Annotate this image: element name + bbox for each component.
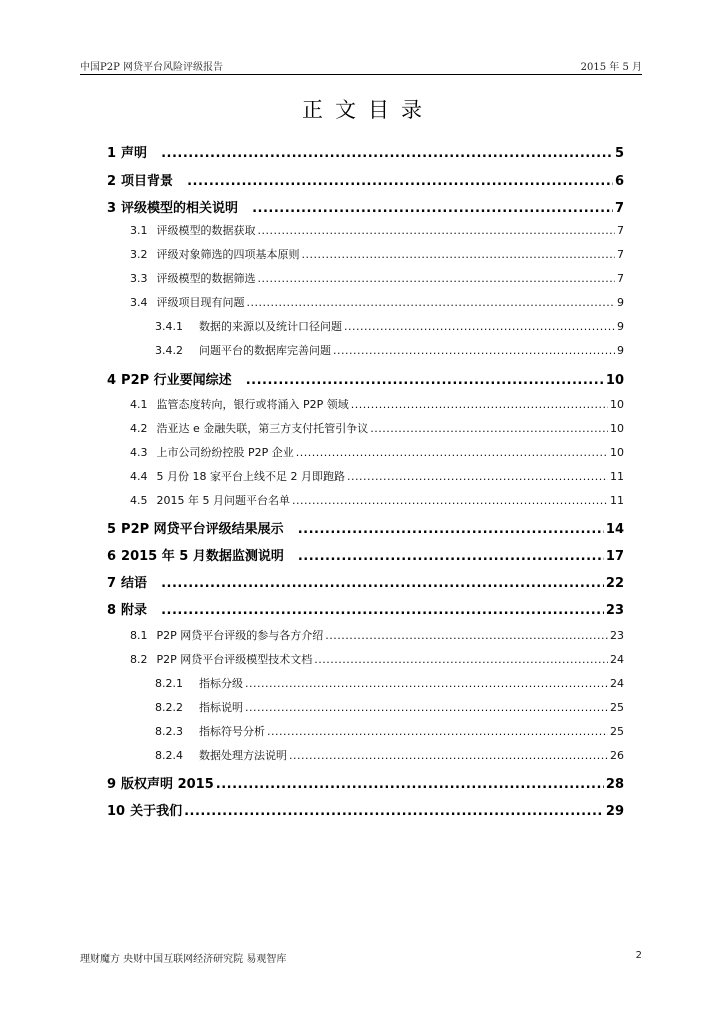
toc-dot-leader [245, 677, 608, 690]
toc-dot-leader [161, 146, 613, 161]
toc-entry-title: 浩亚达 e 金融失联，第三方支付托管引争议 [156, 422, 369, 435]
toc-dot-leader [325, 629, 608, 642]
toc-entry[interactable] [130, 444, 624, 460]
toc-entry-page: 11 [610, 470, 624, 483]
page-header [80, 58, 642, 75]
toc-entry-title: 评级模型的数据筛选 [156, 272, 256, 285]
toc-entry-number: 4 [107, 373, 117, 388]
toc-entry-page: 24 [610, 653, 624, 666]
toc-dot-leader [258, 224, 616, 237]
toc-entry-number: 7 [107, 576, 117, 591]
toc-entry-number: 3.1 [130, 224, 148, 237]
toc-entry-page: 25 [610, 725, 624, 738]
page-footer [80, 950, 642, 965]
toc-entry-page: 17 [605, 549, 624, 564]
toc-entry[interactable] [130, 246, 624, 262]
toc-entry-title: P2P 网贷平台评级结果展示 [121, 522, 284, 537]
toc-entry-number: 3.4.2 [155, 344, 183, 357]
toc-entry-page: 25 [610, 701, 624, 714]
toc-entry[interactable] [155, 747, 624, 763]
toc-entry-title: P2P 行业要闻综述 [121, 373, 232, 388]
toc-entry-title: 2015 年 5 月问题平台名单 [156, 494, 290, 507]
toc-entry-number: 8.2 [130, 653, 148, 666]
toc-entry[interactable] [155, 699, 624, 715]
toc-entry[interactable] [107, 800, 624, 819]
toc-entry-title: 评级项目现有问题 [156, 296, 245, 309]
toc-dot-leader [370, 422, 608, 435]
toc-entry-number: 4.1 [130, 398, 148, 411]
toc-entry-title: 声明 [121, 146, 148, 161]
toc-entry-page: 10 [610, 398, 624, 411]
toc-entry-title: 结语 [121, 576, 148, 591]
toc-entry[interactable] [107, 142, 624, 161]
toc-entry-title: 关于我们 [130, 804, 183, 819]
toc-entry-page: 5 [614, 146, 624, 161]
toc-entry-page: 29 [605, 804, 624, 819]
toc-entry-number: 4.5 [130, 494, 148, 507]
toc-entry-page: 9 [617, 344, 624, 357]
toc-dot-leader [351, 398, 608, 411]
toc-dot-leader [258, 272, 616, 285]
toc-entry[interactable] [107, 369, 624, 388]
toc-entry-title: P2P 网贷平台评级的参与各方介绍 [156, 629, 324, 642]
toc-entry-number: 3.2 [130, 248, 148, 261]
toc-dot-leader [298, 522, 604, 537]
toc-entry-number: 10 [107, 804, 126, 819]
toc-entry-title: 项目背景 [121, 174, 174, 189]
toc-entry-page: 10 [610, 422, 624, 435]
toc-entry-number: 9 [107, 777, 117, 792]
toc-entry[interactable] [130, 270, 624, 286]
toc-entry-number: 8.2.2 [155, 701, 183, 714]
toc-entry[interactable] [130, 420, 624, 436]
toc-entry-page: 7 [617, 224, 624, 237]
toc-entry[interactable] [107, 773, 624, 792]
toc-dot-leader [216, 777, 604, 792]
toc-entry-title: 指标说明 [199, 701, 243, 714]
toc-entry-number: 3 [107, 201, 117, 216]
toc-dot-leader [296, 446, 608, 459]
toc-entry-title: 评级对象筛选的四项基本原则 [156, 248, 300, 261]
toc-entry-page: 7 [617, 248, 624, 261]
toc-dot-leader [246, 373, 604, 388]
toc-entry-number: 8 [107, 603, 117, 618]
toc-entry-page: 23 [610, 629, 624, 642]
toc-entry-title: 5 月份 18 家平台上线不足 2 月即跑路 [156, 470, 345, 483]
toc-entry-page: 7 [614, 201, 624, 216]
toc-entry-number: 4.4 [130, 470, 148, 483]
footer-page-number: 2 [635, 950, 642, 961]
toc-entry[interactable] [107, 170, 624, 189]
toc-dot-leader [187, 174, 613, 189]
toc-dot-leader [161, 576, 604, 591]
toc-entry[interactable] [155, 723, 624, 739]
toc-entry[interactable] [155, 318, 624, 334]
toc-entry[interactable] [107, 545, 624, 564]
toc-entry-page: 10 [605, 373, 624, 388]
toc-entry[interactable] [107, 599, 624, 618]
toc-entry-number: 8.2.1 [155, 677, 183, 690]
toc-entry-number: 2 [107, 174, 117, 189]
toc-entry[interactable] [107, 518, 624, 537]
toc-entry[interactable] [130, 222, 624, 238]
toc-entry-title: P2P 网贷平台评级模型技术文档 [156, 653, 313, 666]
toc-dot-leader [347, 470, 608, 483]
toc-entry-number: 4.2 [130, 422, 148, 435]
toc-entry-page: 24 [610, 677, 624, 690]
toc-entry-page: 6 [614, 174, 624, 189]
toc-dot-leader [292, 494, 608, 507]
toc-dot-leader [161, 603, 604, 618]
toc-entry-page: 11 [610, 494, 624, 507]
toc-entry[interactable] [130, 294, 624, 310]
toc-entry[interactable] [107, 197, 624, 216]
toc-dot-leader [247, 296, 616, 309]
toc-entry-title: 版权声明 2015 [121, 777, 214, 792]
header-report-title: 中国P2P 网贷平台风险评级报告 [80, 62, 223, 73]
toc-entry-page: 23 [605, 603, 624, 618]
toc-entry-title: 2015 年 5 月数据监测说明 [121, 549, 284, 564]
toc-entry-title: 指标符号分析 [199, 725, 265, 738]
toc-entry-title: 评级模型的数据获取 [156, 224, 256, 237]
toc-dot-leader [344, 320, 615, 333]
toc-dot-leader [252, 201, 613, 216]
toc-entry-number: 8.2.3 [155, 725, 183, 738]
toc-dot-leader [302, 248, 616, 261]
toc-dot-leader [333, 344, 615, 357]
toc-entry-title: 附录 [121, 603, 148, 618]
toc-entry-page: 7 [617, 272, 624, 285]
toc-entry[interactable] [130, 627, 624, 643]
toc-entry-title: 问题平台的数据库完善问题 [199, 344, 331, 357]
toc-entry-number: 1 [107, 146, 117, 161]
toc-entry-page: 9 [617, 320, 624, 333]
toc-dot-leader [289, 749, 608, 762]
footer-organizations: 理财魔方 央财中国互联网经济研究院 易观智库 [80, 954, 287, 965]
toc-entry-number: 3.3 [130, 272, 148, 285]
toc-entry-number: 5 [107, 522, 117, 537]
toc-entry-title: 上市公司纷纷控股 P2P 企业 [156, 446, 294, 459]
toc-entry-page: 10 [610, 446, 624, 459]
toc-entry-number: 3.4.1 [155, 320, 183, 333]
toc-entry-page: 9 [617, 296, 624, 309]
toc-dot-leader [245, 701, 608, 714]
toc-entry-number: 6 [107, 549, 117, 564]
toc-dot-leader [314, 653, 608, 666]
toc-entry-title: 数据处理方法说明 [199, 749, 287, 762]
page-title: 正文目录 [302, 98, 434, 122]
toc-entry-number: 4.3 [130, 446, 148, 459]
toc-entry-page: 14 [605, 522, 624, 537]
toc-entry-number: 8.1 [130, 629, 148, 642]
toc-entry-title: 数据的来源以及统计口径问题 [199, 320, 342, 333]
toc-dot-leader [267, 725, 608, 738]
toc-entry[interactable] [130, 396, 624, 412]
toc-entry[interactable] [130, 492, 624, 508]
toc-entry-title: 指标分级 [199, 677, 243, 690]
toc-entry-number: 3.4 [130, 296, 148, 309]
header-date: 2015 年 5 月 [580, 62, 642, 73]
toc-entry[interactable] [155, 675, 624, 691]
toc-entry[interactable] [130, 651, 624, 667]
toc-entry[interactable] [130, 468, 624, 484]
toc-entry-title: 评级模型的相关说明 [121, 201, 239, 216]
toc-entry[interactable] [155, 342, 624, 358]
toc-entry-page: 28 [605, 777, 624, 792]
toc-entry-number: 8.2.4 [155, 749, 183, 762]
toc-dot-leader [298, 549, 604, 564]
toc-entry-page: 26 [610, 749, 624, 762]
toc-dot-leader [184, 804, 604, 819]
toc-entry[interactable] [107, 572, 624, 591]
toc-entry-page: 22 [605, 576, 624, 591]
toc-entry-title: 监管态度转向，银行或将涌入 P2P 领域 [156, 398, 349, 411]
